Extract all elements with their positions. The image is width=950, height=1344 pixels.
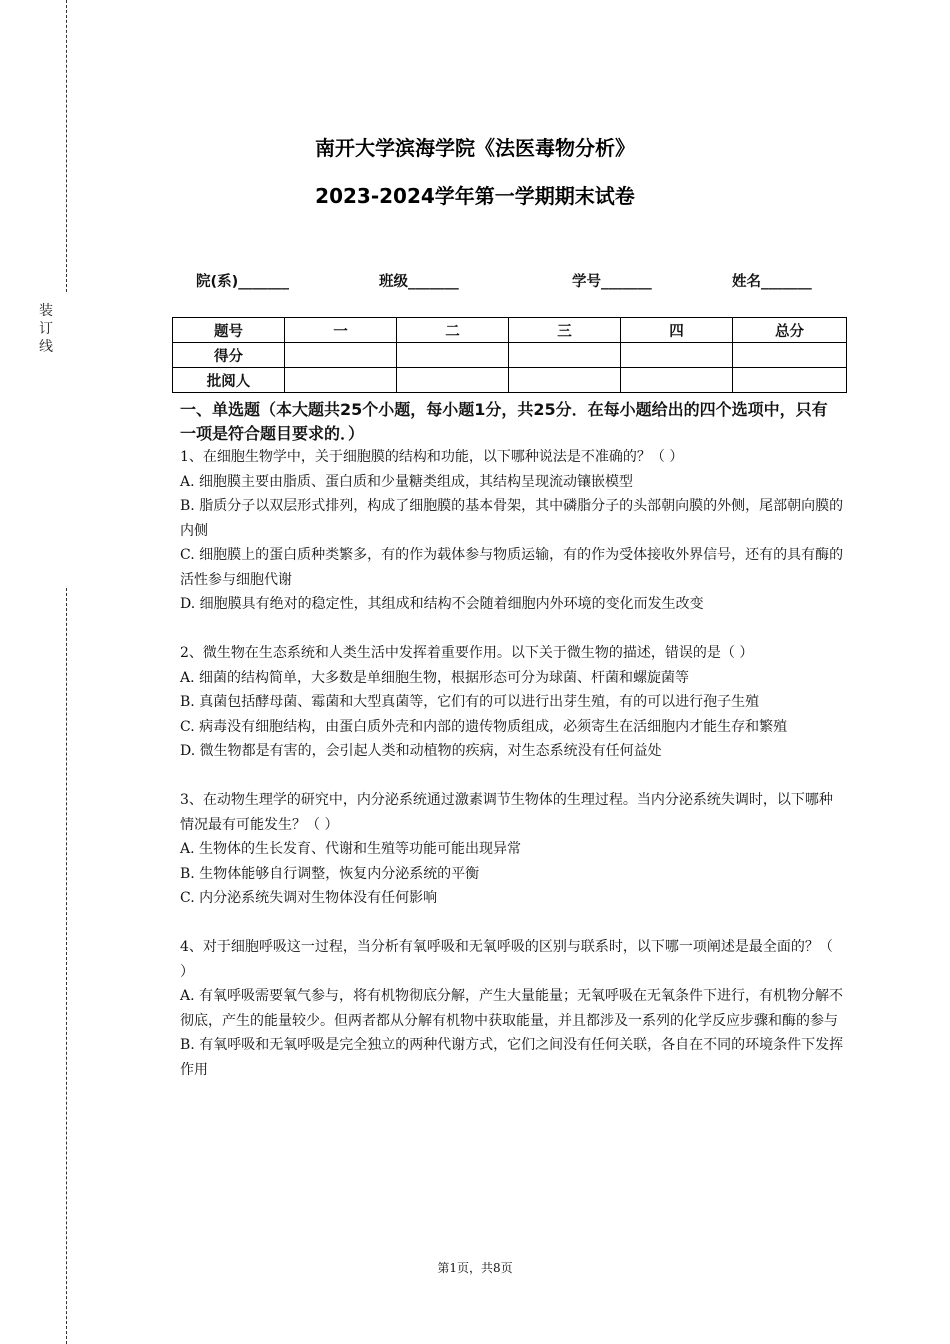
question-option: A. 有氧呼吸需要氧气参与，将有机物彻底分解，产生大量能量；无氧呼吸在无氧条件下进行，有机物分解不彻底，产生的能量较少。但两者都从分解有机物中获取能量，并且都涉及一系列的化学反应步骤和酶的参与 bbox=[180, 988, 844, 1029]
question-list bbox=[180, 445, 844, 1082]
score-table-header-row bbox=[173, 318, 847, 343]
question-option: B. 有氧呼吸和无氧呼吸是完全独立的两种代谢方式，它们之间没有任何关联，各自在不同的环境条件下发挥作用 bbox=[180, 1037, 844, 1078]
page-number: 第1页，共8页 bbox=[437, 1261, 513, 1275]
question-option: D. 微生物都是有害的，会引起人类和动植物的疾病，对生态系统没有任何益处 bbox=[180, 743, 662, 759]
question-option: B. 脂质分子以双层形式排列，构成了细胞膜的基本骨架，其中磷脂分子的头部朝向膜的外侧，尾部朝向膜的内侧 bbox=[180, 498, 844, 539]
question bbox=[180, 445, 844, 617]
department-field: 院(系)_______ bbox=[196, 274, 290, 290]
question bbox=[180, 641, 844, 764]
question-stem: 1、在细胞生物学中，关于细胞膜的结构和功能，以下哪种说法是不准确的？（ ） bbox=[180, 449, 684, 465]
reviewer-cell bbox=[509, 368, 621, 393]
score-cell bbox=[397, 343, 509, 368]
table-header-cell: 总分 bbox=[733, 318, 847, 343]
table-header-cell: 二 bbox=[397, 318, 509, 343]
reviewer-cell bbox=[397, 368, 509, 393]
reviewer-cell bbox=[733, 368, 847, 393]
question-option: D. 细胞膜具有绝对的稳定性，其组成和结构不会随着细胞内外环境的变化而发生改变 bbox=[180, 596, 704, 612]
reviewer-row bbox=[173, 368, 847, 393]
binding-label-char: 订 bbox=[39, 321, 53, 337]
table-header-cell: 四 bbox=[621, 318, 733, 343]
question-option: C. 细胞膜上的蛋白质种类繁多，有的作为载体参与物质运输，有的作为受体接收外界信号，还有的具有酶的活性参与细胞代谢 bbox=[180, 547, 844, 588]
score-cell bbox=[733, 343, 847, 368]
row-label-cell: 得分 bbox=[173, 343, 285, 368]
binding-line-bottom bbox=[66, 588, 67, 1344]
question bbox=[180, 935, 844, 1082]
question-stem: 4、对于细胞呼吸这一过程，当分析有氧呼吸和无氧呼吸的区别与联系时，以下哪一项阐述是最全面的？（ ） bbox=[180, 939, 833, 980]
student-id-field: 学号_______ bbox=[572, 274, 652, 290]
binding-label-char: 线 bbox=[39, 339, 53, 355]
question-option: A. 细胞膜主要由脂质、蛋白质和少量糖类组成，其结构呈现流动镶嵌模型 bbox=[180, 473, 634, 490]
question bbox=[180, 788, 844, 911]
binding-label bbox=[36, 302, 56, 356]
question-option: A. 生物体的生长发育、代谢和生殖等功能可能出现异常 bbox=[180, 841, 522, 857]
question-stem: 2、微生物在生态系统和人类生活中发挥着重要作用。以下关于微生物的描述，错误的是（ ） bbox=[180, 645, 754, 661]
question-option: B. 真菌包括酵母菌、霉菌和大型真菌等，它们有的可以进行出芽生殖，有的可以进行孢子生殖 bbox=[180, 694, 760, 710]
class-field: 班级_______ bbox=[379, 274, 459, 290]
score-cell bbox=[621, 343, 733, 368]
table-header-cell: 题号 bbox=[173, 318, 285, 343]
question-option: C. 病毒没有细胞结构，由蛋白质外壳和内部的遗传物质组成，必须寄生在活细胞内才能生存和繁殖 bbox=[180, 718, 788, 735]
binding-label-char: 装 bbox=[39, 303, 53, 319]
table-header-cell: 一 bbox=[285, 318, 397, 343]
section-heading: 一、单选题（本大题共25个小题，每小题1分，共25分．在每小题给出的四个选项中，只有一项是符合题目要求的．） bbox=[180, 400, 828, 443]
name-field: 姓名_______ bbox=[732, 274, 812, 290]
reviewer-cell bbox=[621, 368, 733, 393]
score-cell bbox=[285, 343, 397, 368]
reviewer-cell bbox=[285, 368, 397, 393]
exam-subtitle: 2023-2024学年第一学期期末试卷 bbox=[315, 184, 635, 208]
score-cell bbox=[509, 343, 621, 368]
row-label-cell: 批阅人 bbox=[173, 368, 285, 393]
score-row bbox=[173, 343, 847, 368]
question-option: C. 内分泌系统失调对生物体没有任何影响 bbox=[180, 890, 438, 906]
score-table bbox=[172, 317, 847, 393]
exam-title: 南开大学滨海学院《法医毒物分析》 bbox=[315, 136, 635, 160]
table-header-cell: 三 bbox=[509, 318, 621, 343]
question-stem: 3、在动物生理学的研究中，内分泌系统通过激素调节生物体的生理过程。当内分泌系统失调时，以下哪种情况最有可能发生？（ ） bbox=[180, 792, 833, 833]
question-option: A. 细菌的结构简单，大多数是单细胞生物，根据形态可分为球菌、杆菌和螺旋菌等 bbox=[180, 669, 690, 686]
question-option: B. 生物体能够自行调整，恢复内分泌系统的平衡 bbox=[180, 865, 480, 882]
